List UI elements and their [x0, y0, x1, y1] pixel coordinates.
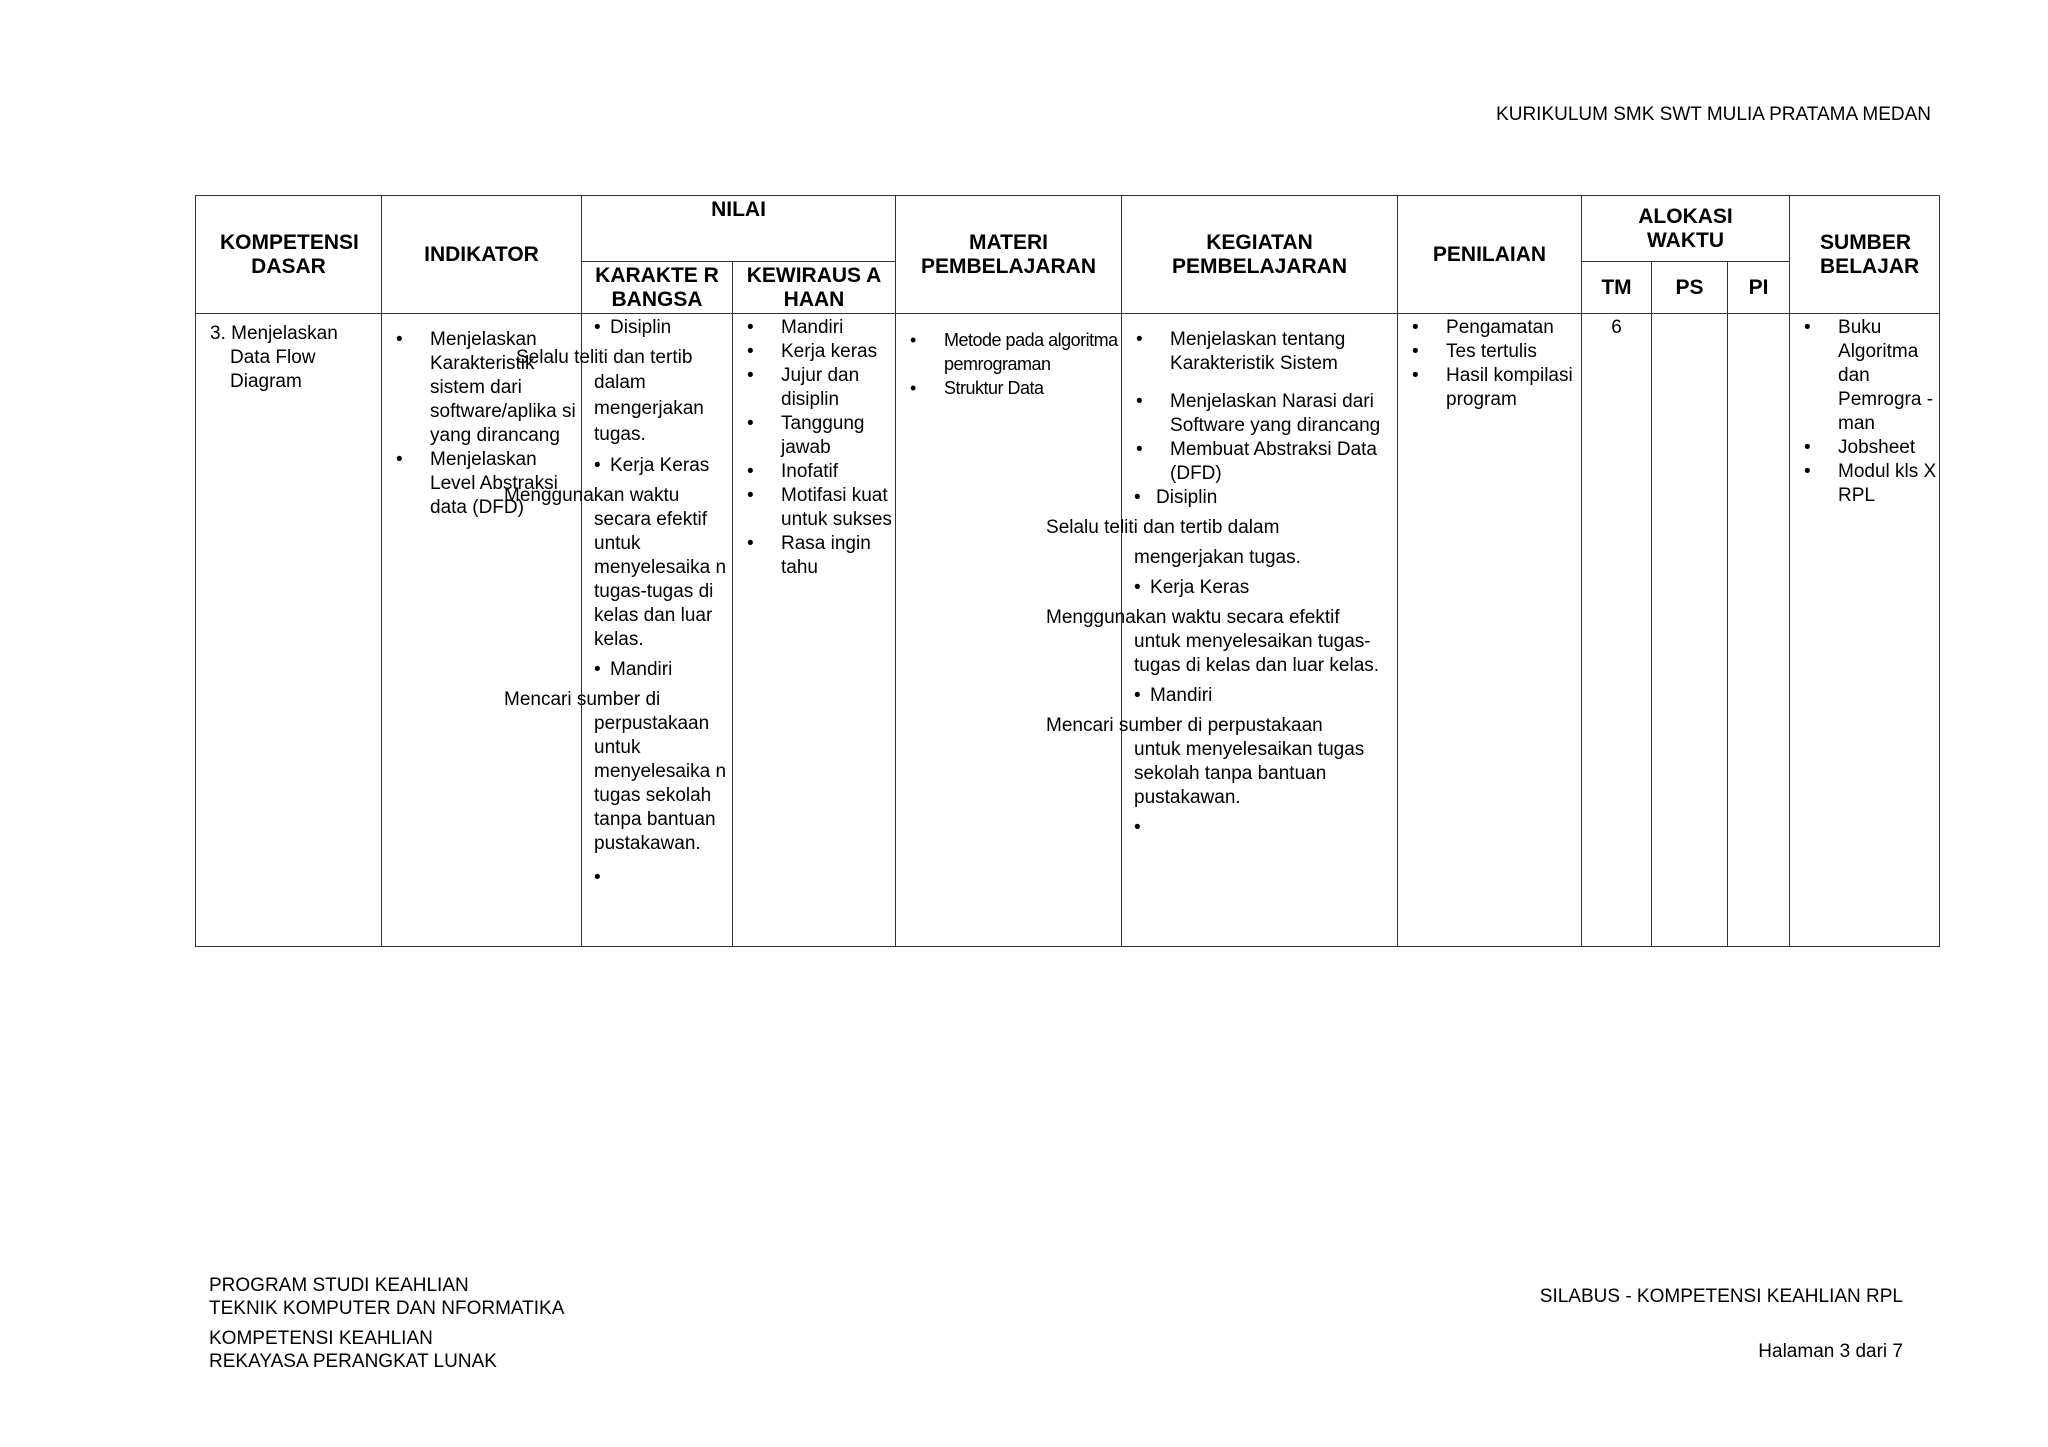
header-materi: MATERI PEMBELAJARAN — [896, 196, 1122, 314]
karakter-disiplin: • Disiplin — [582, 316, 732, 340]
kegiatan-empty-bullet — [1122, 816, 1397, 840]
cell-tm: 6 — [1582, 314, 1652, 947]
karakter-kerja-keras-text: secara efektif untuk menyelesaika n tugas-tugas di kelas dan luar kelas. — [594, 509, 727, 650]
header-kewirausahaan: KEWIRAUS A HAAN — [733, 262, 896, 314]
kewirausahaan-item: • Kerja keras — [733, 340, 895, 364]
kegiatan-kerja-keras-text: untuk menyelesaikan tugas-tugas di kelas dan luar kelas. — [1134, 631, 1380, 676]
karakter-disiplin-text-lead: Selalu teliti dan tertib — [516, 347, 693, 368]
kegiatan-item: • Menjelaskan Narasi dari Software yang dirancang — [1122, 390, 1397, 438]
footer-program-label: PROGRAM STUDI KEAHLIAN — [209, 1275, 469, 1296]
header-penilaian: PENILAIAN — [1398, 196, 1582, 314]
header-tm: TM — [1582, 262, 1652, 314]
kd-line: 3. Menjelaskan — [210, 323, 338, 344]
footer-kompetensi-label: KOMPETENSI KEAHLIAN — [209, 1328, 433, 1349]
cell-materi — [896, 314, 1122, 947]
karakter-disiplin-text: dalam mengerjakan tugas. — [594, 372, 704, 445]
penilaian-item: • Hasil kompilasi program — [1398, 364, 1581, 412]
header-indikator: INDIKATOR — [382, 196, 582, 314]
indikator-item: • Menjelaskan Level Abstraksi data (DFD) — [382, 448, 581, 520]
kewirausahaan-item: • Jujur dan disiplin — [733, 364, 895, 412]
kegiatan-disiplin: • Disiplin — [1122, 486, 1397, 510]
karakter-kerja-keras-text-lead: Menggunakan waktu — [504, 485, 680, 506]
kegiatan-kerja-keras: • Kerja Keras — [1122, 576, 1397, 600]
kewirausahaan-item: • Motifasi kuat untuk sukses — [733, 484, 895, 532]
cell-karakter-bangsa — [504, 314, 733, 947]
footer-program — [209, 1274, 564, 1320]
sumber-item: • Jobsheet — [1790, 436, 1939, 460]
karakter-mandiri-text-lead: Mencari sumber di — [504, 689, 661, 710]
footer-silabus: SILABUS - KOMPETENSI KEAHLIAN RPL — [1539, 1286, 1903, 1307]
kewirausahaan-item: • Inofatif — [733, 460, 895, 484]
header-alokasi-waktu: ALOKASI WAKTU — [1582, 196, 1790, 262]
header-karakter-bangsa: KARAKTE R BANGSA — [582, 262, 733, 314]
cell-pi — [1728, 314, 1790, 947]
cell-sumber — [1790, 314, 1940, 947]
indikator-item: • Menjelaskan Karakteristik sistem dari software/aplika si yang dirancang — [382, 328, 581, 448]
kegiatan-mandiri-text-lead: Mencari sumber di perpustakaan — [1046, 715, 1323, 736]
kd-line: Diagram — [230, 371, 302, 392]
kegiatan-mandiri-text: untuk menyelesaikan tugas sekolah tanpa bantuan pustakawan. — [1134, 739, 1365, 808]
cell-kewirausahaan — [733, 314, 896, 947]
page-header-title: KURIKULUM SMK SWT MULIA PRATAMA MEDAN — [1496, 104, 1931, 125]
penilaian-item: • Pengamatan — [1398, 316, 1581, 340]
materi-item: • Metode pada algoritma pemrograman — [896, 328, 1121, 376]
cell-indikator — [382, 314, 582, 947]
header-pi: PI — [1728, 262, 1790, 314]
penilaian-item: • Tes tertulis — [1398, 340, 1581, 364]
kewirausahaan-item: • Mandiri — [733, 316, 895, 340]
cell-kompetensi-dasar — [196, 314, 382, 947]
karakter-kerja-keras: • Kerja Keras — [582, 454, 732, 478]
sumber-item: • Buku Algoritma dan Pemrogra -man — [1790, 316, 1939, 436]
materi-item: • Struktur Data — [896, 376, 1121, 400]
footer-program-value: TEKNIK KOMPUTER DAN NFORMATIKA — [209, 1298, 565, 1319]
syllabus-table — [195, 195, 1940, 947]
karakter-mandiri: • Mandiri — [582, 658, 732, 682]
kewirausahaan-item: • Rasa ingin tahu — [733, 532, 895, 580]
kegiatan-kerja-keras-text-lead: Menggunakan waktu secara efektif — [1046, 607, 1340, 628]
footer-kompetensi-value: REKAYASA PERANGKAT LUNAK — [209, 1351, 497, 1372]
kegiatan-item: • Membuat Abstraksi Data (DFD) — [1122, 438, 1397, 486]
kegiatan-disiplin-text: mengerjakan tugas. — [1134, 547, 1301, 568]
header-sumber: SUMBER BELAJAR — [1790, 196, 1940, 314]
header-nilai: NILAI — [582, 196, 896, 262]
kegiatan-mandiri: • Mandiri — [1122, 684, 1397, 708]
sumber-item: • Modul kls X RPL — [1790, 460, 1939, 508]
karakter-mandiri-text: perpustakaan untuk menyelesaika n tugas sekolah tanpa bantuan pustakawan. — [594, 713, 727, 854]
cell-kegiatan — [1046, 314, 1398, 947]
header-ps: PS — [1652, 262, 1728, 314]
kegiatan-item: • Menjelaskan tentang Karakteristik Sistem — [1122, 328, 1397, 376]
kegiatan-disiplin-text-lead: Selalu teliti dan tertib dalam — [1046, 517, 1280, 538]
footer-page-number: Halaman 3 dari 7 — [1758, 1341, 1903, 1362]
kewirausahaan-item: • Tanggung jawab — [733, 412, 895, 460]
header-kegiatan: KEGIATAN PEMBELAJARAN — [1122, 196, 1398, 314]
cell-ps — [1652, 314, 1728, 947]
header-kompetensi-dasar: KOMPETENSI DASAR — [196, 196, 382, 314]
cell-penilaian — [1398, 314, 1582, 947]
karakter-empty-bullet — [582, 866, 732, 890]
kd-line: Data Flow — [230, 347, 316, 368]
footer-kompetensi — [209, 1327, 497, 1373]
